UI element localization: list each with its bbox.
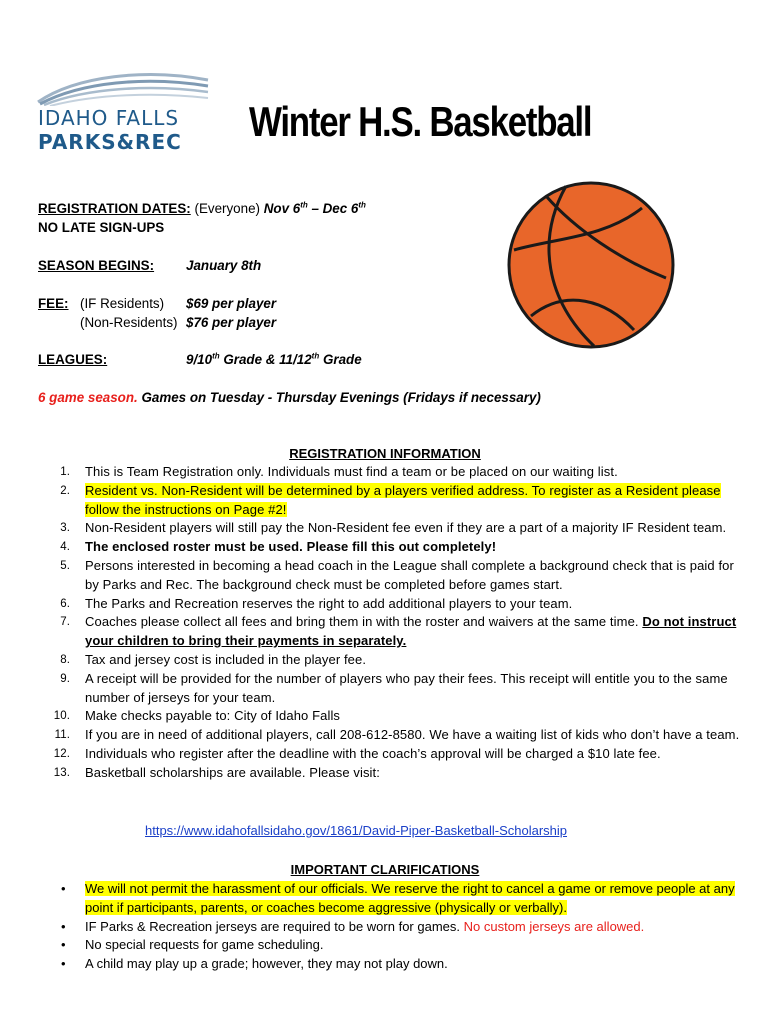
leagues-label: LEAGUES: [38, 352, 108, 367]
list-item: 1. This is Team Registration only. Individuals must find a team or be placed on our waiting list. [60, 464, 618, 479]
season-begins-label: SEASON BEGINS: [38, 258, 155, 273]
list-item: 12. Individuals who register after the deadline with the coach’s approval will be charged a $10 late fee. [53, 745, 661, 761]
fee-resident-label: (IF Residents) [80, 296, 165, 311]
list-item: • A child may play up a grade; however, they may not play down. [46, 955, 746, 974]
list-item: 3. Non-Resident players will still pay the Non-Resident fee even if they are a part of a majority IF Resident team. [60, 520, 727, 536]
game-season-days: Games on Tuesday - Thursday Evenings (Fridays if necessary) [137, 390, 541, 405]
list-item: • IF Parks & Recreation jerseys are required to be worn for games. No custom jerseys are allowed. [46, 918, 746, 937]
fee-nonresident-value: $76 per player [186, 315, 277, 330]
list-item: 4. The enclosed roster must be used. Please fill this out completely! [60, 539, 497, 555]
list-item: 6. The Parks and Recreation reserves the right to add additional players to your team. [60, 595, 573, 611]
leagues-value: 9/10th Grade & 11/12th Grade [186, 351, 362, 367]
bullet-icon: • [61, 918, 66, 934]
registration-dates-value: Nov 6th – Dec 6th [263, 200, 366, 216]
bullet-icon: • [61, 881, 66, 896]
game-season-count: 6 game season. [38, 390, 138, 405]
basketball-icon [506, 180, 676, 350]
list-item: 2. Resident vs. Non-Resident will be determined by a players verified address. To register as a Resident please follow the instructions on Page #2! [60, 482, 721, 517]
game-season-line [38, 388, 541, 407]
registration-info-heading: REGISTRATION INFORMATION [289, 446, 481, 461]
wave-logo-icon [36, 66, 211, 106]
list-item: 10. Make checks payable to: City of Idaho Falls [53, 708, 341, 724]
fee-nonresident-label: (Non-Residents) [80, 315, 178, 330]
registration-dates-label: REGISTRATION DATES: [38, 201, 191, 216]
fee-label: FEE: [38, 296, 69, 311]
list-item: 11. If you are in need of additional players, call 208-612-8580. We have a waiting list of kids who don’t have a team. [54, 727, 740, 743]
season-begins-value: January 8th [186, 258, 262, 273]
list-item: 13. Basketball scholarships are available. Please visit: [53, 764, 380, 780]
list-item: 9. A receipt will be provided for the number of players who pay their fees. This receipt will entitle you to the same number of jerseys for your team. [60, 670, 728, 705]
parks-rec-logo [36, 66, 211, 161]
registration-who: (Everyone) [194, 201, 260, 216]
logo-text-parks-rec: PARKS&REC [38, 130, 182, 154]
registration-dates-row [38, 199, 498, 218]
fee-resident-value: $69 per player [186, 296, 277, 311]
list-item: 7. Coaches please collect all fees and bring them in with the roster and waivers at the same time. Do not instruct your children to bring their payments in separately. [60, 614, 737, 649]
no-late-signups: NO LATE SIGN-UPS [38, 220, 165, 235]
list-item: 5. Persons interested in becoming a head coach in the League shall complete a background check that is paid for by Parks and Rec. The background check must be completed before games start. [60, 557, 734, 592]
list-item: • We will not permit the harassment of our officials. We reserve the right to cancel a game or remove people at any point if participants, parents, or coaches become aggressive (physically or verbally). [61, 881, 735, 915]
clarifications-list [46, 880, 746, 974]
list-item: • No special requests for game scheduling. [46, 936, 746, 955]
list-item: 8. Tax and jersey cost is included in the player fee. [60, 651, 367, 667]
bullet-icon: • [61, 956, 66, 972]
page-title: Winter H.S. Basketball [249, 98, 592, 145]
scholarship-link[interactable]: https://www.idahofallsidaho.gov/1861/David-Piper-Basketball-Scholarship [145, 823, 568, 838]
logo-text-idaho-falls: IDAHO FALLS [38, 106, 180, 130]
bullet-icon: • [61, 937, 66, 953]
registration-info-list [46, 463, 746, 783]
clarifications-heading: IMPORTANT CLARIFICATIONS [290, 862, 480, 877]
